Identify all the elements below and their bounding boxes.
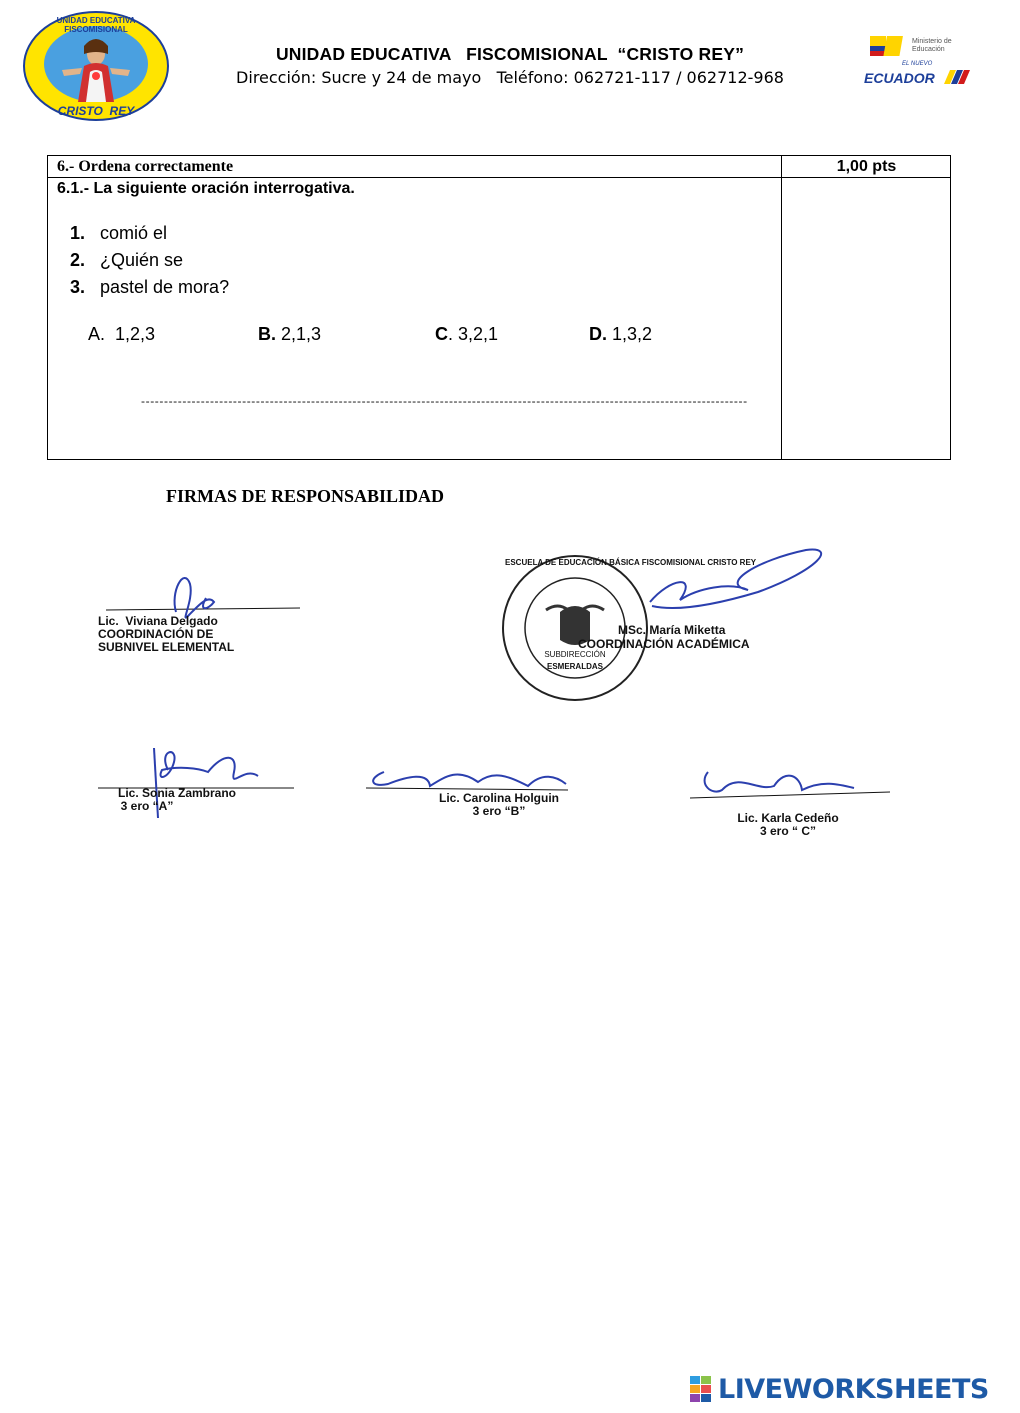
liveworksheets-brand[interactable]	[690, 1372, 989, 1406]
signer-name: Lic. Sonia Zambrano	[117, 786, 237, 800]
seal-sub: SUBDIRECCIÓN	[544, 650, 606, 659]
ministry-country: ECUADOR	[864, 70, 935, 86]
list-item-text: pastel de mora?	[100, 277, 230, 297]
school-logo	[22, 10, 170, 122]
row-divider	[48, 177, 950, 178]
list-item-text: ¿Quién se	[100, 250, 184, 270]
option-c[interactable]: C. 3,2,1	[435, 324, 499, 344]
word-list	[70, 220, 229, 301]
signer-role: COORDINACIÓN ACADÉMICA	[578, 637, 750, 651]
question-points: 1,00 pts	[836, 158, 897, 175]
seal-city: ESMERALDAS	[546, 662, 603, 671]
logo-top-text: UNIDAD EDUCATIVA FISCOMISIONAL	[56, 16, 136, 34]
list-item: 1. comió el	[70, 223, 168, 243]
signer-name: Lic. Viviana Delgado	[98, 614, 218, 628]
brand-text: LIVEWORKSHEETS	[718, 1373, 989, 1405]
list-item: 2. ¿Quién se	[70, 250, 184, 270]
signer-name: Lic. Karla Cedeño	[737, 811, 839, 825]
signer-role: 3 ero “B”	[472, 804, 526, 818]
answer-line[interactable]: ------------------------------------------------------------------------------------------------------------------------------------	[141, 394, 748, 408]
school-address: Dirección: Sucre y 24 de mayo Teléfono: 062721-117 / 062712-968	[236, 68, 784, 87]
question-table	[47, 155, 951, 460]
ministry-tag: EL NUEVO	[902, 61, 933, 67]
signer-name: Lic. Carolina Holguin	[438, 791, 559, 805]
list-item-text: comió el	[100, 223, 168, 243]
signatures-scan	[58, 540, 940, 872]
signer-role: 3 ero “ C”	[759, 824, 816, 838]
list-item: 3. pastel de mora?	[70, 277, 230, 297]
ministry-logo	[862, 30, 972, 92]
signatures-heading: FIRMAS DE RESPONSABILIDAD	[166, 486, 445, 506]
logo-bottom-text: CRISTO REY	[57, 104, 135, 118]
liveworksheets-icon	[690, 1376, 712, 1402]
signer-name: MSc. María Miketta	[618, 623, 726, 637]
ministry-name: Ministerio de Educación	[912, 38, 952, 53]
option-d[interactable]: D. 1,3,2	[589, 324, 653, 344]
option-b[interactable]: B. 2,1,3	[258, 324, 322, 344]
school-name: UNIDAD EDUCATIVA FISCOMISIONAL “CRISTO REY”	[275, 44, 745, 64]
column-divider	[781, 156, 782, 459]
signer-role: 3 ero “A”	[120, 799, 174, 813]
question-subtitle: 6.1.- La siguiente oración interrogativa.	[57, 180, 355, 197]
question-title: 6.- Ordena correctamente	[57, 158, 234, 175]
option-a[interactable]: A. 1,2,3	[88, 324, 156, 344]
seal-text: ESCUELA DE EDUCACIÓN BÁSICA FISCOMISIONAL CRISTO REY	[505, 558, 757, 567]
signer-role: COORDINACIÓN DE SUBNIVEL ELEMENTAL	[98, 627, 235, 654]
